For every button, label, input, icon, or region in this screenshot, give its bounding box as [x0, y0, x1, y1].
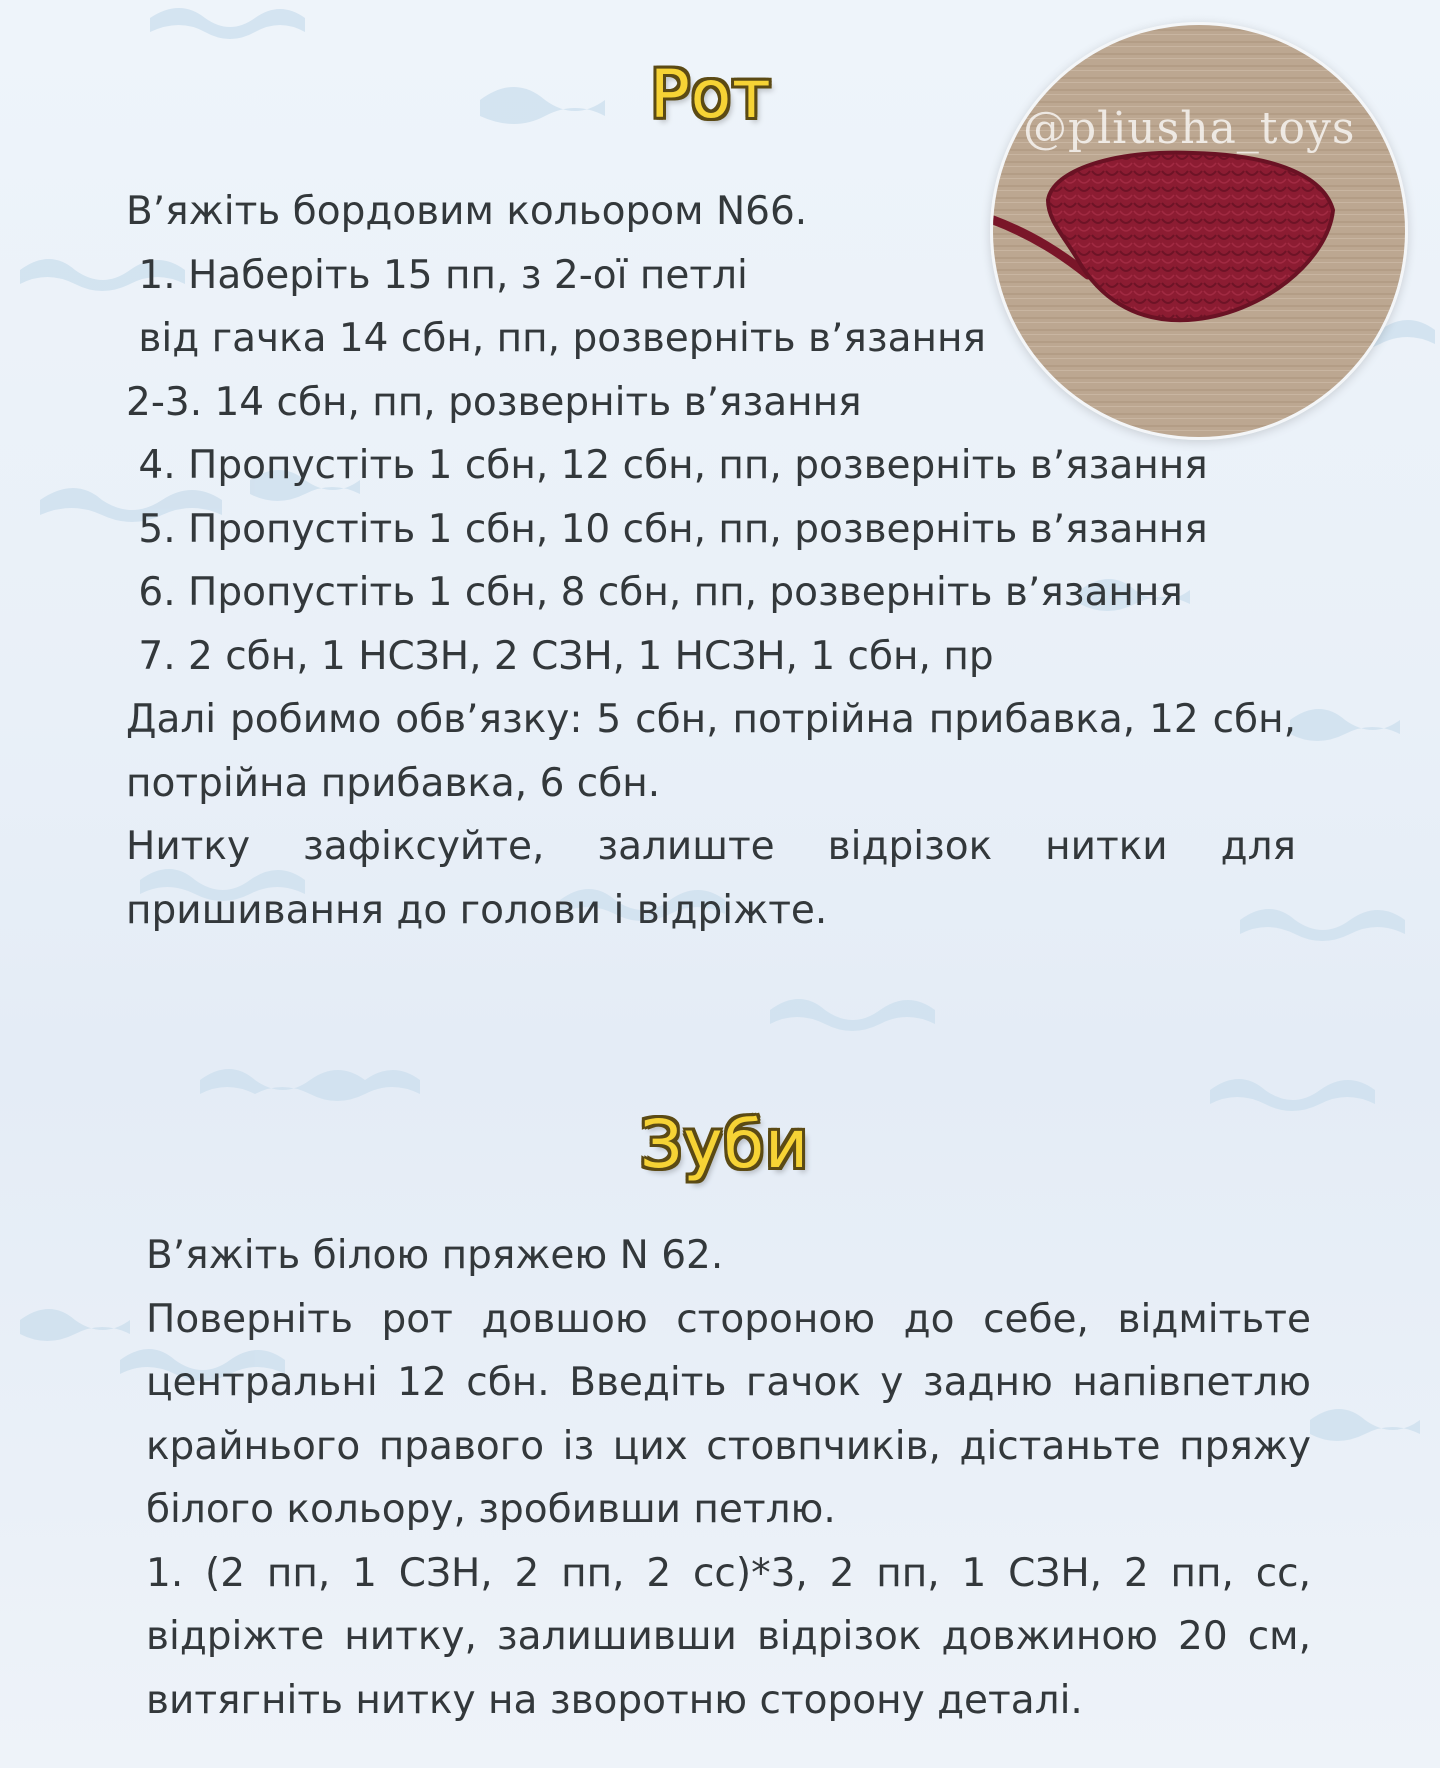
wave-decoration — [770, 999, 935, 1031]
photo-watermark: @pliusha_toys — [1023, 103, 1356, 154]
wave-decoration — [1210, 1079, 1375, 1111]
mouth-photo — [990, 22, 1408, 440]
instruction-paragraph: 1. (2 пп, 1 СЗН, 2 пп, 2 сс)*3, 2 пп, 1 СЗН, 2 пп, сс, відріжте нитку, залишивши відрізок довжиною 20 см, витягніть нитку на зворотню сторону деталі. — [146, 1550, 1311, 1723]
crochet-mouth-image — [993, 25, 1405, 437]
wave-decoration — [1310, 1409, 1420, 1441]
instruction-paragraph: Поверніть рот довшою стороною до себе, відмітьте центральні 12 сбн. Введіть гачок у задню напівпетлю крайнього правого із цих стовпчиків, дістаньте пряжу білого кольору, зробивши петлю. — [146, 1296, 1311, 1532]
instruction-line: 5. Пропустіть 1 сбн, 10 сбн, пп, розверніть в’язання — [126, 506, 1208, 552]
wave-decoration — [480, 87, 605, 124]
wave-decoration — [150, 8, 305, 39]
wave-decoration — [1290, 709, 1400, 741]
instruction-line: 7. 2 сбн, 1 НСЗН, 2 СЗН, 1 НСЗН, 1 сбн, пр — [126, 633, 994, 679]
section-title-teeth: Зуби — [640, 1106, 809, 1183]
section-title-mouth: Рот — [650, 56, 772, 133]
instruction-line: 1. Наберіть 15 пп, з 2-ої петлі — [126, 252, 748, 298]
instruction-paragraph: Далі робимо обв’язку: 5 сбн, потрійна прибавка, 12 сбн, потрійна прибавка, 6 сбн. — [126, 697, 1296, 806]
instruction-line: 2-3. 14 сбн, пп, розверніть в’язання — [126, 379, 862, 425]
instruction-line: від гачка 14 сбн, пп, розверніть в’язання — [126, 316, 986, 361]
instruction-line: 4. Пропустіть 1 сбн, 12 сбн, пп, розверніть в’язання — [126, 443, 1208, 488]
instruction-line: В’яжіть білою пряжею N 62. — [146, 1233, 724, 1278]
wave-decoration — [20, 1309, 130, 1341]
instruction-line: 6. Пропустіть 1 сбн, 8 сбн, пп, розверніть в’язання — [126, 570, 1183, 615]
instruction-line: В’яжіть бордовим кольором N66. — [126, 189, 808, 234]
instruction-paragraph: Нитку зафіксуйте, залиште відрізок нитки для пришивання до голови і відріжте. — [126, 824, 1296, 933]
wave-decoration — [200, 1069, 420, 1101]
teeth-instructions — [146, 1224, 1311, 1732]
